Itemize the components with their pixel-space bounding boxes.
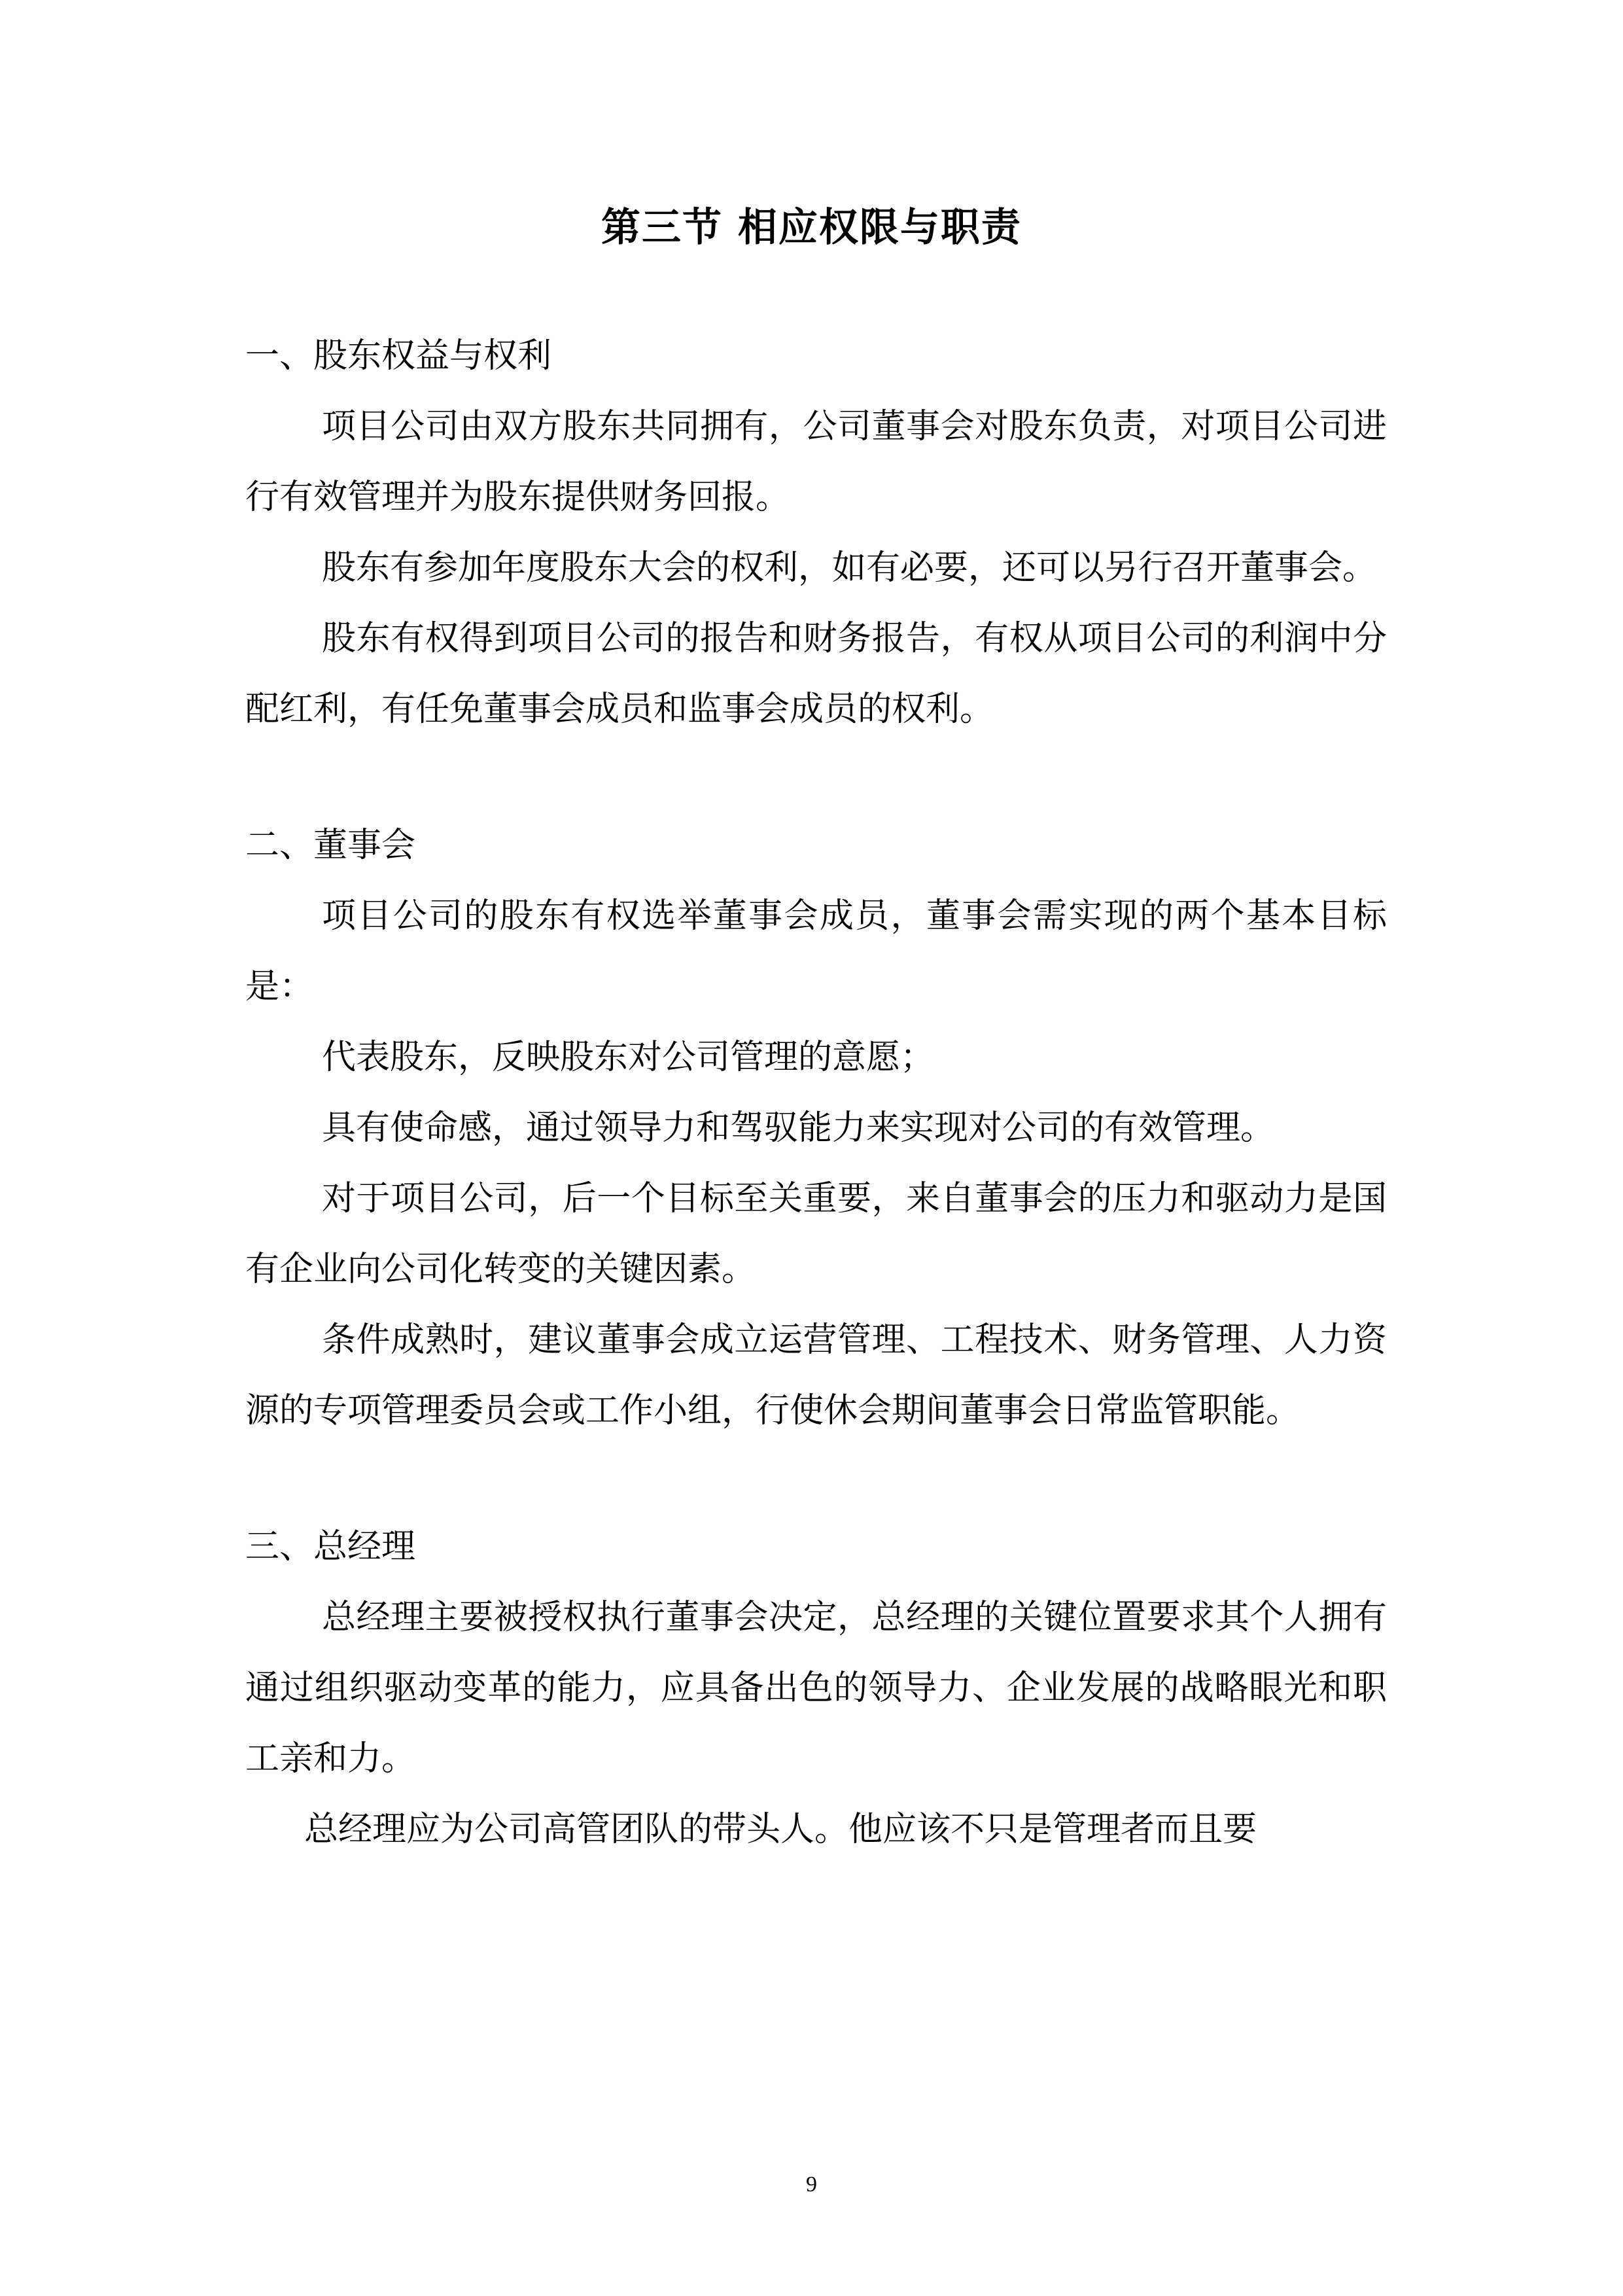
page-number: 9 <box>806 2172 817 2197</box>
paragraph: 股东有权得到项目公司的报告和财务报告，有权从项目公司的利润中分配红利，有任免董事会成员和监事会成员的权利。 <box>245 619 1387 729</box>
section-heading-board: 二、董事会 <box>245 826 416 865</box>
page-title: 第三节 相应权限与职责 <box>601 205 1022 251</box>
section-heading-shareholders: 一、股东权益与权利 <box>245 336 552 376</box>
paragraph: 对于项目公司，后一个目标至关重要，来自董事会的压力和驱动力是国有企业向公司化转变的关键因素。 <box>245 1179 1387 1289</box>
paragraph: 条件成熟时，建议董事会成立运营管理、工程技术、财务管理、人力资源的专项管理委员会或工作小组，行使休会期间董事会日常监管职能。 <box>245 1320 1387 1430</box>
section-gap <box>245 745 1387 810</box>
document-body <box>245 321 1387 1865</box>
paragraph: 总经理应为公司高管团队的带头人。他应该不只是管理者而且要 <box>304 1810 1257 1849</box>
paragraph: 项目公司由双方股东共同拥有，公司董事会对股东负责，对项目公司进行有效管理并为股东提供财务回报。 <box>245 407 1387 517</box>
paragraph: 股东有参加年度股东大会的权利，如有必要，还可以另行召开董事会。 <box>322 548 1377 588</box>
paragraph: 具有使命感，通过领导力和驾驭能力来实现对公司的有效管理。 <box>322 1108 1275 1148</box>
section-gap <box>245 1446 1387 1511</box>
paragraph: 项目公司的股东有权选举董事会成员，董事会需实现的两个基本目标是： <box>245 896 1387 1006</box>
paragraph: 总经理主要被授权执行董事会决定，总经理的关键位置要求其个人拥有通过组织驱动变革的能力，应具备出色的领导力、企业发展的战略眼光和职工亲和力。 <box>245 1598 1387 1778</box>
paragraph: 代表股东，反映股东对公司管理的意愿； <box>322 1038 935 1077</box>
section-heading-general-manager: 三、总经理 <box>245 1527 416 1566</box>
